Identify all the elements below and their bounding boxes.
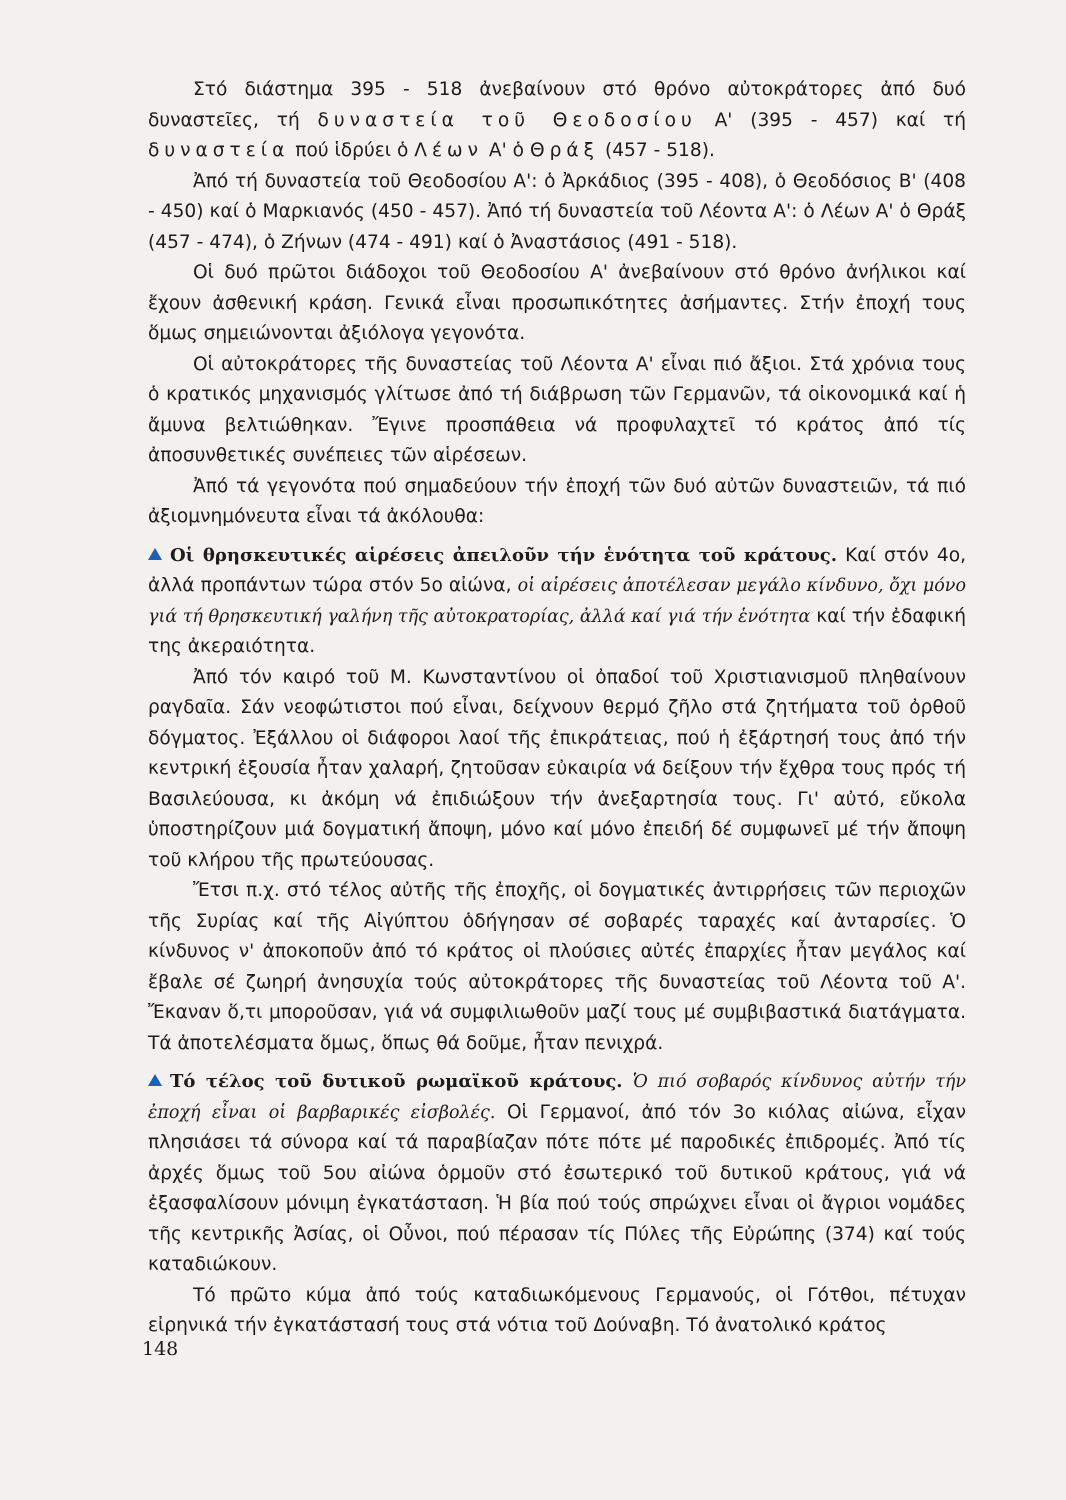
paragraph-christian-converts: Ἀπό τόν καιρό τοῦ Μ. Κωνσταντίνου οἱ ὀπαδοί τοῦ Χριστιανισμοῦ πληθαίνουν ραγδαῖα. Σάν νεοφώτιστοι πού εἶναι, δείχνουν θερμό ζῆλο στά ζητήματα τοῦ ὀρθοῦ δόγματος. Ἐξάλλου οἱ διάφοροι λαοί τῆς ἐπικράτειας, πού ἡ ἐξάρτησή τους ἀπό τήν κεντρική ἐξουσία ἦταν χαλαρή, ζητοῦσαν εὐκαιρία νά δείξουν τήν ἔχθρα τους πρός τή Βασιλεύουσα, κι ἀκόμη νά ἐπιδιώξουν τήν ἀνεξαρτησία τους. Γι' αὐτό, εὔκολα ὑποστηρίζουν μιά δογματική ἄποψη, μόνο καί μόνο ἐπειδή δέ συμφωνεῖ μέ τήν ἄποψη τοῦ κλήρου τῆς πρωτεύουσας. <box>148 666 966 871</box>
page-number: 148 <box>142 1338 179 1360</box>
triangle-marker-icon <box>148 1074 162 1086</box>
section-heading: Οἱ θρησκευτικές αἱρέσεις ἀπειλοῦν τήν ἑνότητα τοῦ κράτους. <box>170 544 837 566</box>
paragraph-syria-egypt: Ἔτσι π.χ. στό τέλος αὐτῆς τῆς ἐποχῆς, οἱ δογματικές ἀντιρρήσεις τῶν περιοχῶν τῆς Συρίας καί τῆς Αἰγύπτου ὁδήγησαν σέ σοβαρές ταραχές καί ἀνταρσίες. Ὁ κίνδυνος ν' ἀποκοποῦν ἀπό τό κράτος οἱ πλούσιες αὐτές ἐπαρχίες ἦταν μεγάλος καί ἔβαλε σέ ζωηρή ἀνησυχία τούς αὐτοκράτορες τῆς δυναστείας τοῦ Λέοντα τοῦ Α'. Ἔκαναν ὅ,τι μποροῦσαν, γιά νά συμφιλιωθοῦν μαζί τους μέ συμβιβαστικά διατάγματα. Τά ἀποτελέσματα ὅμως, ὅπως θά δοῦμε, ἦταν πενιχρά. <box>148 880 966 1054</box>
page-body <box>148 75 966 1342</box>
paragraph-dynasties-intro: Στό διάστημα 395 - 518 ἀνεβαίνουν στό θρόνο αὐτοκράτορες ἀπό δυό δυναστεῖες, τή δυναστεία τοῦ Θεοδοσίου Α' (395 - 457) καί τή δυναστεία πού ἱδρύει ὁ Λέων Α' ὁ Θράξ (457 - 518). <box>148 79 966 161</box>
paragraph-notable-events: Ἀπό τά γεγονότα πού σημαδεύουν τήν ἐποχή τῶν δυό αὐτῶν δυναστειῶν, τά πιό ἀξιομνημόνευτα εἶναι τά ἀκόλουθα: <box>148 475 966 527</box>
paragraph-leonid-emperors: Οἱ αὐτοκράτορες τῆς δυναστείας τοῦ Λέοντα Α' εἶναι πιό ἄξιοι. Στά χρόνια τους ὁ κρατικός μηχανισμός γλίτωσε ἀπό τή διάβρωση τῶν Γερμανῶν, τά οἰκονομικά καί ἡ ἄμυνα βελτιώθηκαν. Ἔγινε προσπάθεια νά προφυλαχτεῖ τό κράτος ἀπό τίς ἀποσυνθετικές συνέπειες τῶν αἱρέσεων. <box>148 353 966 466</box>
paragraph-theodosian-successors: Οἱ δυό πρῶτοι διάδοχοι τοῦ Θεοδοσίου Α' ἀνεβαίνουν στό θρόνο ἀνήλικοι καί ἔχουν ἀσθενική κράση. Γενικά εἶναι προσωπικότητες ἀσήμαντες. Στήν ἐποχή τους ὅμως σημειώνονται ἀξιόλογα γεγονότα. <box>148 262 966 344</box>
paragraph-goths: Τό πρῶτο κύμα ἀπό τούς καταδιωκόμενους Γερμανούς, οἱ Γότθοι, πέτυχαν εἰρηνικά τήν ἐγκατάστασή τους στά νότια τοῦ Δούναβη. Τό ἀνατολικό κράτος <box>148 1284 966 1336</box>
section-religious-heresies: Οἱ θρησκευτικές αἱρέσεις ἀπειλοῦν τήν ἑνότητα τοῦ κράτους. Καί στόν 4ο, ἀλλά προπάντων τώρα στόν 5ο αἰώνα, οἱ αἱρέσεις ἀποτέλεσαν μεγάλο κίνδυνο, ὄχι μόνο γιά τή θρησκευτική γαλήνη τῆς αὐτοκρατορίας, ἀλλά καί γιά τήν ἑνότητα καί τήν ἐδαφική της ἀκεραιότητα. <box>148 544 966 657</box>
triangle-marker-icon <box>148 548 162 560</box>
paragraph-emperors-list: Ἀπό τή δυναστεία τοῦ Θεοδοσίου Α': ὁ Ἀρκάδιος (395 - 408), ὁ Θεοδόσιος Β' (408 - 450) καί ὁ Μαρκιανός (450 - 457). Ἀπό τή δυναστεία τοῦ Λέοντα Α': ὁ Λέων Α' ὁ Θράξ (457 - 474), ὁ Ζήνων (474 - 491) καί ὁ Ἀναστάσιος (491 - 518). <box>148 170 966 253</box>
section-heading: Τό τέλος τοῦ δυτικοῦ ρωμαϊκοῦ κράτους. <box>170 1071 623 1092</box>
section-western-empire-end: Τό τέλος τοῦ δυτικοῦ ρωμαϊκοῦ κράτους. Ὁ πιό σοβαρός κίνδυνος αὐτήν τήν ἐποχή εἶναι οἱ βαρβαρικές εἰσβολές. Οἱ Γερμανοί, ἀπό τόν 3ο κιόλας αἰώνα, εἶχαν πλησιάσει τά σύνορα καί τά παραβίαζαν πότε πότε μέ παροδικές ἐπιδρομές. Ἀπό τίς ἀρχές ὅμως τοῦ 5ου αἰώνα ὁρμοῦν στό ἐσωτερικό τοῦ δυτικοῦ κράτους, γιά νά ἐξασφαλίσουν μόνιμη ἐγκατάσταση. Ἡ βία πού τούς σπρώχνει εἶναι οἱ ἄγριοι νομάδες τῆς κεντρικῆς Ἀσίας, οἱ Οὖνοι, πού πέρασαν τίς Πύλες τῆς Εὐρώπης (374) καί τούς καταδιώκουν. <box>148 1071 967 1275</box>
